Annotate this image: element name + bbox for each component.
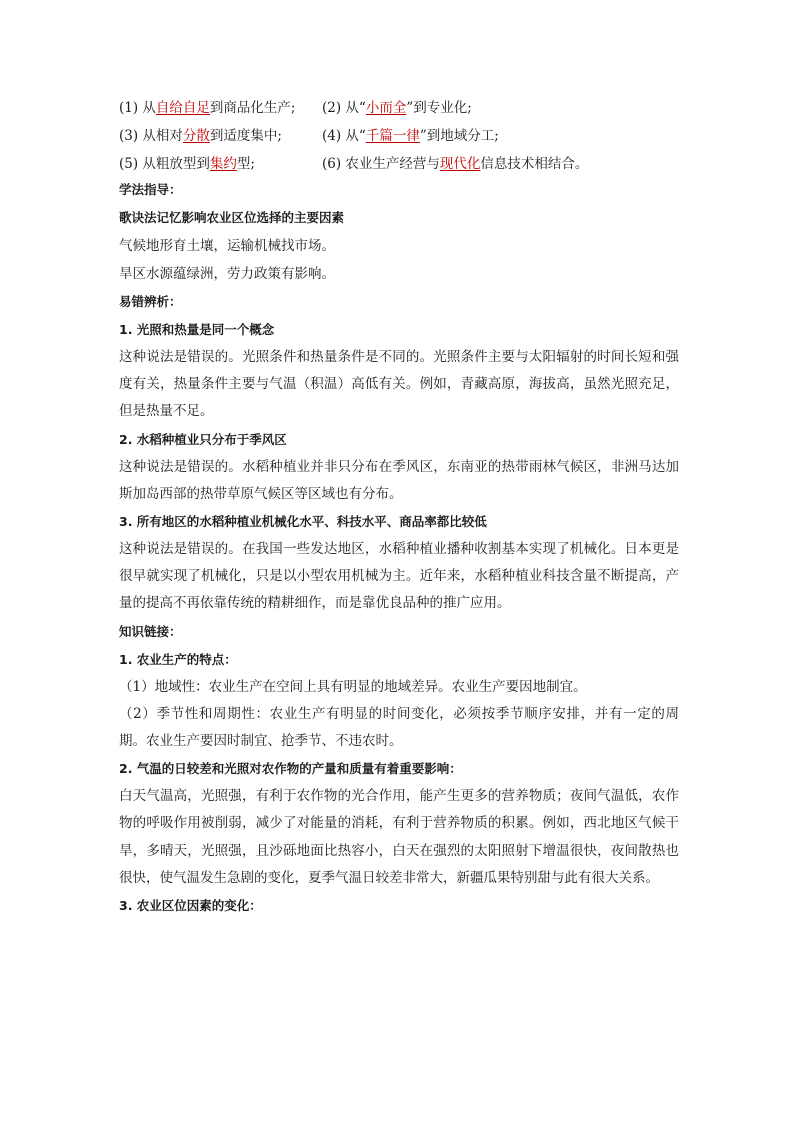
change-item-3: (3) 从相对分散到适度集中; <box>119 128 282 144</box>
knowledge-section-1-point-2: （2）季节性和周期性：农业生产有明显的时间变化，必须按季节顺序安排，并有一定的周期。农业生产要因时制宜、抢季节、不违农时。 <box>119 705 679 750</box>
highlight-term: 分散 <box>182 128 210 144</box>
highlight-term: 千篇一律 <box>365 128 420 144</box>
change-item-4: (4) 从“千篇一律”到地域分工; <box>322 128 499 144</box>
change-item-5: (5) 从粗放型到集约型; <box>119 156 255 172</box>
error-item-2-title: 2. 水稻种植业只分布于季风区 <box>119 431 287 447</box>
change-item-2: (2) 从“小而全”到专业化; <box>322 100 472 116</box>
highlight-term: 小而全 <box>365 100 407 116</box>
error-item-1-title: 1. 光照和热量是同一个概念 <box>119 322 275 337</box>
error-item-3-title: 3. 所有地区的水稻种植业机械化水平、科技水平、商品率都比较低 <box>119 514 487 530</box>
knowledge-section-2-text: 白天气温高，光照强，有利于农作物的光合作用，能产生更多的营养物质；夜间气温低，农作物的呼吸作用被削弱，减少了对能量的消耗，有利于营养物质的积累。例如，西北地区气候干旱，多晴天，光照强，且沙砾地面比热容小，白天在强烈的太阳照射下增温很快，夜间散热也很快，使气温发生急剧的变化，夏季气温日较差非常大，新疆瓜果特别甜与此有很大关系。 <box>119 788 679 886</box>
knowledge-section-3-title: 3. 农业区位因素的变化： <box>119 898 262 914</box>
knowledge-section-1-point-1: （1）地域性：农业生产在空间上具有明显的地域差异。农业生产要因地制宜。 <box>119 678 587 695</box>
highlight-term: 现代化 <box>439 156 481 172</box>
knowledge-link-heading: 知识链接： <box>119 623 182 639</box>
study-guide-heading: 学法指导： <box>119 182 182 197</box>
highlight-term: 集约 <box>209 156 237 172</box>
document-page <box>119 92 679 920</box>
knowledge-section-2-title: 2. 气温的日较差和光照对农作物的产量和质量有着重要影响： <box>119 761 462 777</box>
mnemonic-line-2: 旱区水源蕴绿洲，劳力政策有影响。 <box>119 266 335 282</box>
change-row-2 <box>119 120 679 148</box>
knowledge-section-1-title: 1. 农业生产的特点： <box>119 651 237 667</box>
mnemonic-line-1: 气候地形育土壤，运输机械找市场。 <box>119 238 335 254</box>
study-guide-subheading: 歌诀法记忆影响农业区位选择的主要因素 <box>119 210 345 225</box>
error-item-2-text: 这种说法是错误的。水稻种植业并非只分布在季风区，东南亚的热带雨林气候区，非洲马达加斯加岛西部的热带草原气候区等区域也有分布。 <box>119 458 679 502</box>
change-row-1 <box>119 92 679 120</box>
error-item-1-text: 这种说法是错误的。光照条件和热量条件是不同的。光照条件主要与太阳辐射的时间长短和强度有关，热量条件主要与气温（积温）高低有关。例如，青藏高原，海拔高，虽然光照充足，但是热量不足。 <box>119 349 679 420</box>
error-item-3-text: 这种说法是错误的。在我国一些发达地区，水稻种植业播种收割基本实现了机械化。日本更是很早就实现了机械化，只是以小型农用机械为主。近年来，水稻种植业科技含量不断提高，产量的提高不再依靠传统的精耕细作，而是靠优良品种的推广应用。 <box>119 541 679 612</box>
error-analysis-heading: 易错辨析： <box>119 294 182 309</box>
change-item-1: (1) 从自给自足到商品化生产; <box>119 100 296 116</box>
highlight-term: 自给自足 <box>155 100 210 116</box>
change-row-3 <box>119 148 679 176</box>
change-item-6: (6) 农业生产经营与现代化信息技术相结合。 <box>322 156 589 172</box>
